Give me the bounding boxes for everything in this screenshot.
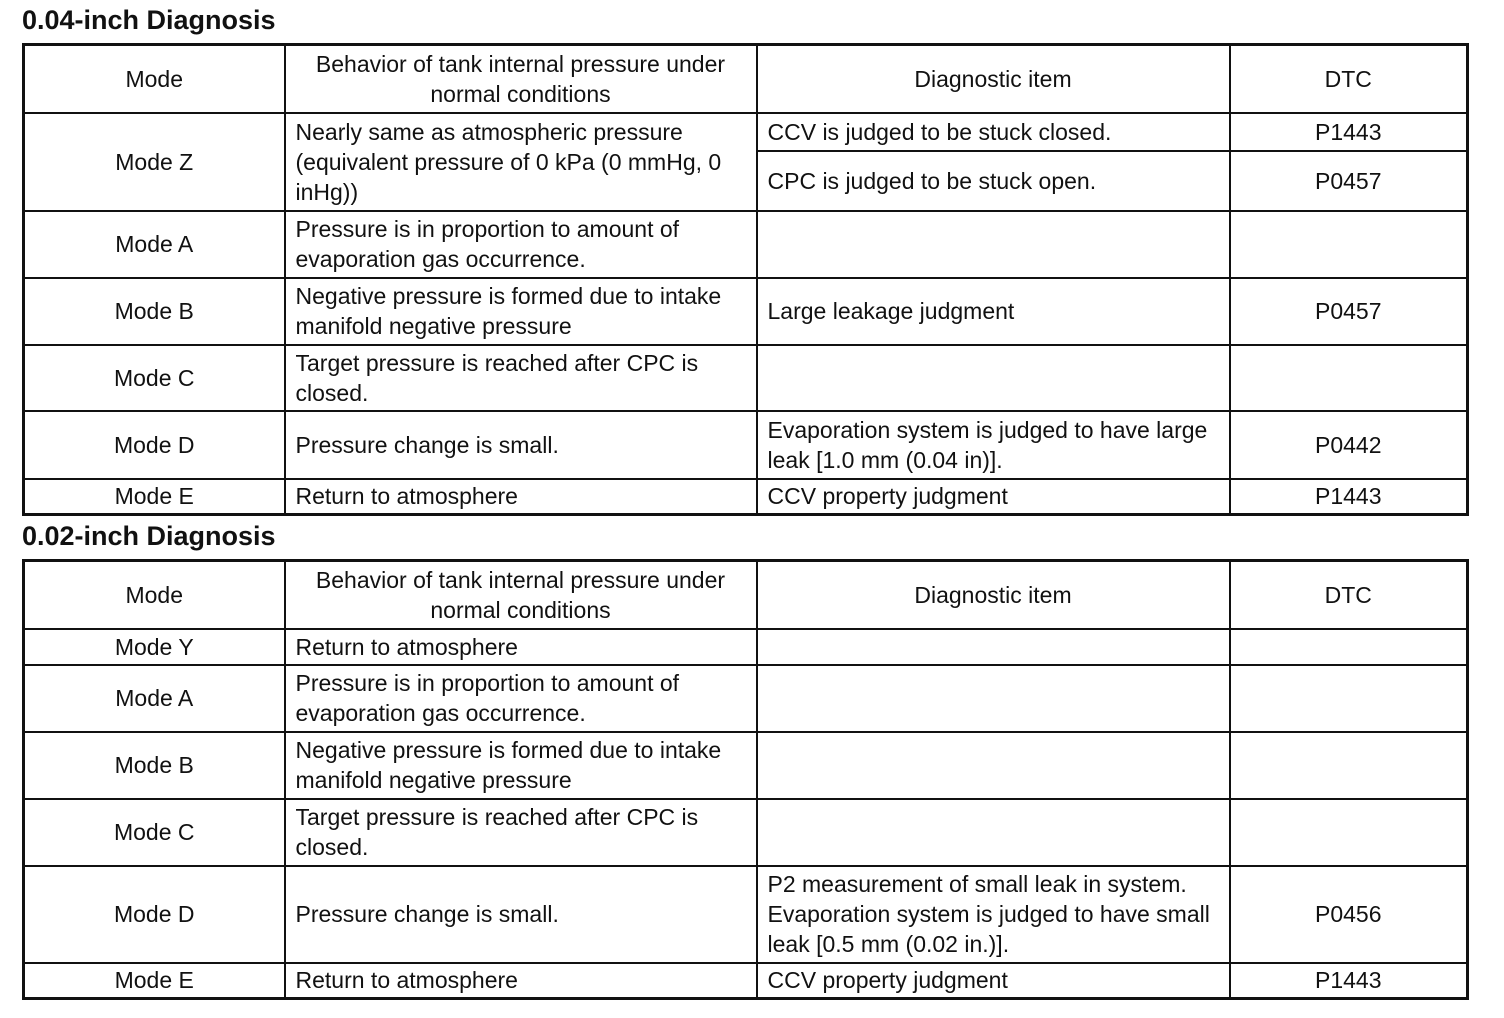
diagnostic-item-cell: CPC is judged to be stuck open. <box>757 151 1230 211</box>
table-row <box>24 963 1468 999</box>
diagnostic-item-cell: CCV is judged to be stuck closed. <box>757 113 1230 151</box>
dtc-cell: P1443 <box>1230 963 1468 999</box>
diagnostic-item-cell <box>757 665 1230 732</box>
table-row <box>24 211 1468 278</box>
behavior-cell: Pressure is in proportion to amount of evaporation gas occurrence. <box>285 665 757 732</box>
mode-cell: Mode Y <box>24 629 285 665</box>
table-row <box>24 479 1468 515</box>
table-row <box>24 799 1468 866</box>
diagnostic-item-cell: Large leakage judgment <box>757 278 1230 345</box>
mode-cell: Mode D <box>24 411 285 479</box>
header-row <box>24 45 1468 113</box>
section-title-002: 0.02-inch Diagnosis <box>22 521 276 551</box>
behavior-cell: Return to atmosphere <box>285 479 757 515</box>
dtc-cell: P0456 <box>1230 866 1468 963</box>
mode-cell: Mode D <box>24 866 285 963</box>
behavior-cell: Return to atmosphere <box>285 629 757 665</box>
dtc-cell: P0457 <box>1230 151 1468 211</box>
mode-cell: Mode C <box>24 799 285 866</box>
behavior-cell: Target pressure is reached after CPC is closed. <box>285 799 757 866</box>
table-row <box>24 278 1468 345</box>
behavior-cell: Pressure change is small. <box>285 866 757 963</box>
header-behavior: Behavior of tank internal pressure under normal conditions <box>285 561 757 629</box>
diagnostic-item-cell <box>757 345 1230 411</box>
dtc-cell: P1443 <box>1230 113 1468 151</box>
mode-cell: Mode E <box>24 963 285 999</box>
behavior-cell: Negative pressure is formed due to intake manifold negative pressure <box>285 732 757 799</box>
mode-cell: Mode Z <box>24 113 285 211</box>
behavior-cell: Return to atmosphere <box>285 963 757 999</box>
diagnostic-item-cell: P2 measurement of small leak in system. Evaporation system is judged to have small leak [0.5 mm (0.02 in.)]. <box>757 866 1230 963</box>
diagnostic-item-cell: CCV property judgment <box>757 963 1230 999</box>
header-row <box>24 561 1468 629</box>
behavior-cell: Negative pressure is formed due to intake manifold negative pressure <box>285 278 757 345</box>
diagnostic-item-cell <box>757 799 1230 866</box>
diagnostic-item-cell <box>757 732 1230 799</box>
mode-cell: Mode A <box>24 211 285 278</box>
dtc-cell <box>1230 799 1468 866</box>
mode-cell: Mode E <box>24 479 285 515</box>
header-behavior: Behavior of tank internal pressure under normal conditions <box>285 45 757 113</box>
header-dtc: DTC <box>1230 561 1468 629</box>
header-mode: Mode <box>24 45 285 113</box>
header-dtc: DTC <box>1230 45 1468 113</box>
table-row <box>24 732 1468 799</box>
table-row <box>24 866 1468 963</box>
diagnosis-table-002 <box>22 559 1469 1000</box>
table-row <box>24 411 1468 479</box>
behavior-cell: Nearly same as atmospheric pressure (equivalent pressure of 0 kPa (0 mmHg, 0 inHg)) <box>285 113 757 211</box>
behavior-cell: Pressure is in proportion to amount of evaporation gas occurrence. <box>285 211 757 278</box>
mode-cell: Mode A <box>24 665 285 732</box>
behavior-cell: Target pressure is reached after CPC is closed. <box>285 345 757 411</box>
diagnostic-item-cell <box>757 211 1230 278</box>
table-row <box>24 665 1468 732</box>
dtc-cell <box>1230 211 1468 278</box>
section-title-004: 0.04-inch Diagnosis <box>22 5 276 35</box>
dtc-cell <box>1230 345 1468 411</box>
table-row <box>24 629 1468 665</box>
dtc-cell <box>1230 732 1468 799</box>
table-row <box>24 345 1468 411</box>
table-row <box>24 113 1468 151</box>
dtc-cell <box>1230 665 1468 732</box>
mode-cell: Mode C <box>24 345 285 411</box>
diagnostic-item-cell <box>757 629 1230 665</box>
diagnostic-item-cell: Evaporation system is judged to have large leak [1.0 mm (0.04 in)]. <box>757 411 1230 479</box>
header-diagnostic-item: Diagnostic item <box>757 561 1230 629</box>
dtc-cell: P1443 <box>1230 479 1468 515</box>
mode-cell: Mode B <box>24 278 285 345</box>
diagnostic-item-cell: CCV property judgment <box>757 479 1230 515</box>
header-mode: Mode <box>24 561 285 629</box>
header-diagnostic-item: Diagnostic item <box>757 45 1230 113</box>
dtc-cell: P0442 <box>1230 411 1468 479</box>
behavior-cell: Pressure change is small. <box>285 411 757 479</box>
dtc-cell <box>1230 629 1468 665</box>
dtc-cell: P0457 <box>1230 278 1468 345</box>
diagnosis-table-004 <box>22 43 1469 516</box>
mode-cell: Mode B <box>24 732 285 799</box>
